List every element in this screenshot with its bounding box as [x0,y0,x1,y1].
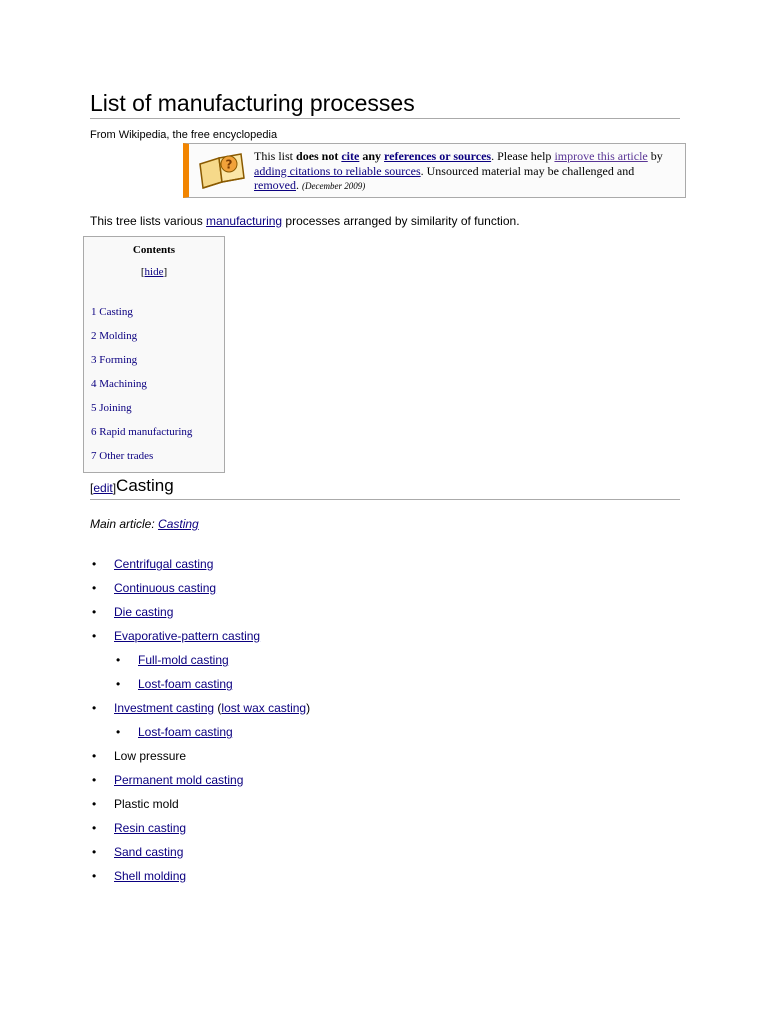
lost-wax-casting-link[interactable]: lost wax casting [221,701,307,715]
toc-item-casting[interactable]: 1 Casting [91,306,133,318]
notice-bold-text: does not [296,149,342,163]
svg-text:?: ? [225,157,233,172]
section-title: Casting [116,476,174,495]
toc-toggle-bracket: ] [163,266,168,278]
list-item [90,844,310,868]
bullet-icon: • [92,869,97,883]
removed-link[interactable]: removed [254,178,296,192]
investment-casting-link[interactable]: Investment casting [114,701,215,715]
toc-hide-link[interactable]: hide [144,266,164,278]
page-title: List of manufacturing processes [90,88,680,119]
evaporative-pattern-casting-link[interactable]: Evaporative-pattern casting [114,629,261,643]
intro-paragraph [90,213,520,229]
main-article-prefix: Main article: [90,517,159,531]
bullet-icon: • [92,797,97,811]
toc-toggle [84,266,224,278]
list-item [90,820,310,844]
permanent-mold-casting-link[interactable]: Permanent mold casting [114,773,244,787]
bullet-icon: • [92,629,97,643]
notice-text-part: by [647,149,663,163]
full-mold-casting-link[interactable]: Full-mold casting [138,653,229,667]
list-item [90,868,310,892]
bullet-icon: • [92,773,97,787]
toc-list [91,306,192,474]
list-item [90,700,310,724]
table-of-contents [83,236,225,473]
section-heading-casting [90,476,680,500]
die-casting-link[interactable]: Die casting [114,605,174,619]
notice-text-part: . Please help [491,149,555,163]
list-item [90,676,310,700]
bullet-icon: • [92,845,97,859]
bullet-icon: • [116,677,121,691]
notice-text-part: . [295,178,302,192]
centrifugal-casting-link[interactable]: Centrifugal casting [114,557,214,571]
unreferenced-notice [183,143,686,198]
list-item [90,604,310,628]
bullet-icon: • [116,653,121,667]
notice-bold-text: any [359,149,385,163]
toc-item-other-trades[interactable]: 7 Other trades [91,450,154,462]
list-item [90,724,310,748]
bullet-icon: • [92,821,97,835]
list-item [90,748,310,772]
toc-toggle-bracket: [ [140,266,145,278]
cite-link[interactable]: cite [341,149,360,163]
edit-bracket: [ [90,481,94,495]
toc-title: Contents [132,244,176,256]
list-item [90,628,310,652]
toc-item-forming[interactable]: 3 Forming [91,354,138,366]
bullet-icon: • [116,725,121,739]
edit-bracket: ] [112,481,117,495]
plastic-mold-text: Plastic mold [114,797,179,811]
notice-text [254,149,674,194]
continuous-casting-link[interactable]: Continuous casting [114,581,217,595]
paren-text: ( [214,701,222,715]
sand-casting-link[interactable]: Sand casting [114,845,184,859]
improve-article-link[interactable]: improve this article [554,149,648,163]
low-pressure-text: Low pressure [114,749,187,763]
casting-process-list [90,556,310,892]
intro-text: This tree lists various [90,214,207,228]
adding-citations-link[interactable]: adding citations to reliable sources [254,163,421,178]
book-question-icon [197,150,247,192]
list-item [90,652,310,676]
intro-text: processes arranged by similarity of function. [282,214,520,228]
bullet-icon: • [92,701,97,715]
toc-item-molding[interactable]: 2 Molding [91,330,138,342]
list-item [90,556,310,580]
lost-foam-casting-link[interactable]: Lost-foam casting [138,677,233,691]
notice-date: (December 2009) [301,181,366,191]
bullet-icon: • [92,749,97,763]
notice-text-part: . Unsourced material may be challenged and [420,163,635,178]
notice-text-part: This list [254,149,297,163]
references-link[interactable]: references or sources [384,149,492,163]
edit-section-link[interactable]: edit [93,481,113,495]
list-item [90,796,310,820]
paren-text: ) [306,701,311,715]
lost-foam-casting-link[interactable]: Lost-foam casting [138,725,233,739]
list-item [90,580,310,604]
toc-item-machining[interactable]: 4 Machining [91,378,147,390]
bullet-icon: • [92,557,97,571]
resin-casting-link[interactable]: Resin casting [114,821,187,835]
toc-item-joining[interactable]: 5 Joining [91,402,132,414]
manufacturing-link[interactable]: manufacturing [206,214,283,228]
bullet-icon: • [92,605,97,619]
shell-molding-link[interactable]: Shell molding [114,869,187,883]
section-edit [90,481,116,495]
main-article-note [90,516,199,532]
bullet-icon: • [92,581,97,595]
main-article-link[interactable]: Casting [158,517,199,531]
toc-item-rapid-manufacturing[interactable]: 6 Rapid manufacturing [91,426,193,438]
list-item [90,772,310,796]
site-tagline: From Wikipedia, the free encyclopedia [90,129,278,141]
